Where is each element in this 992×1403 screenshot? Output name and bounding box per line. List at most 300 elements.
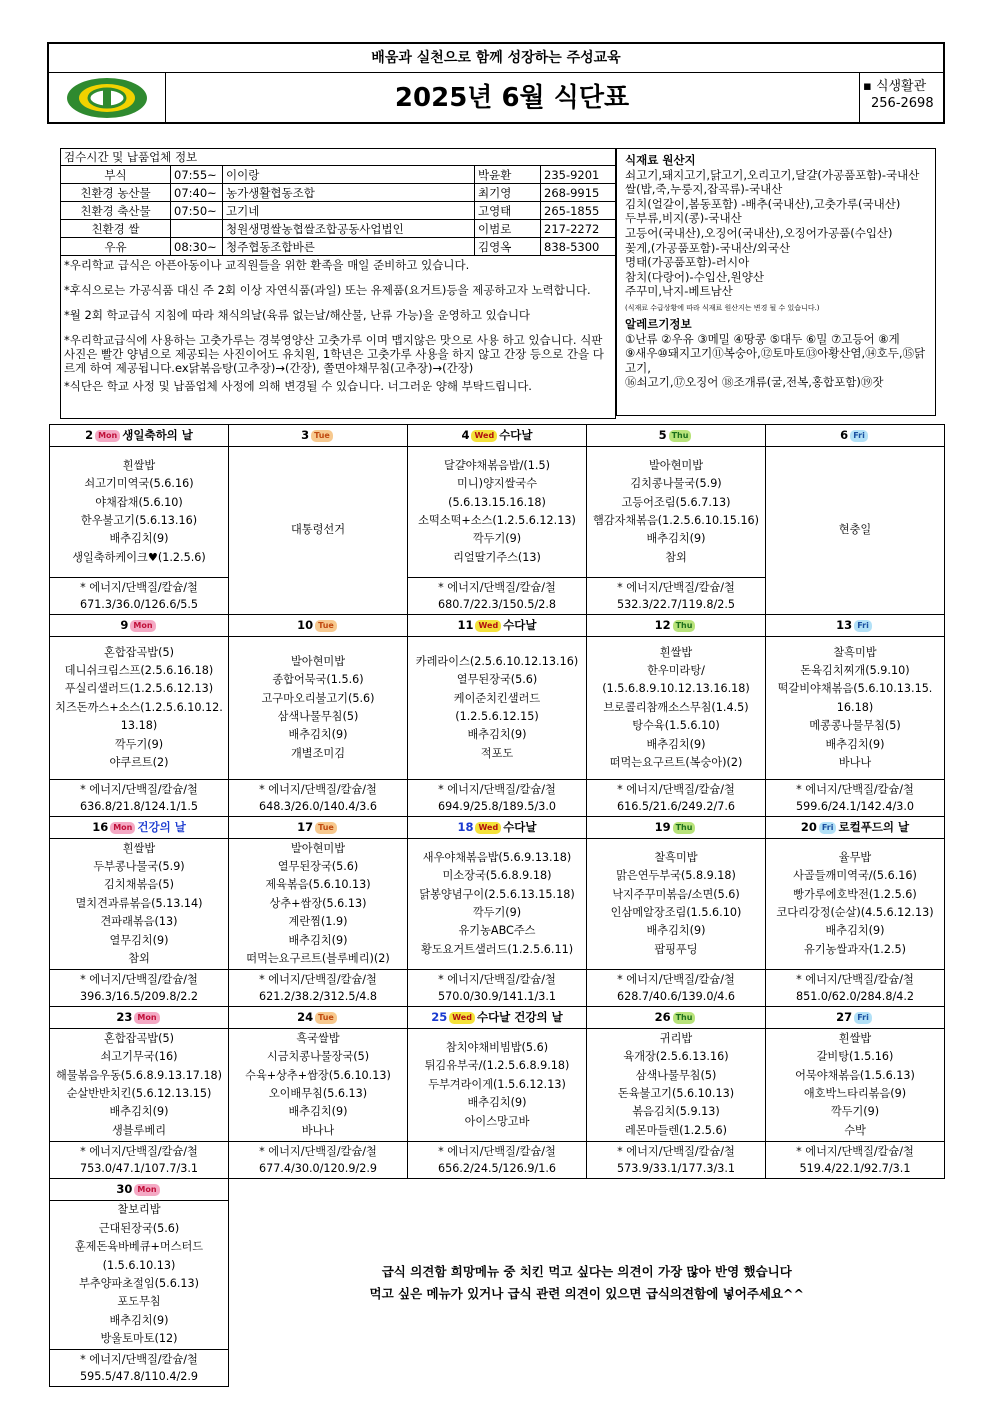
date-number: 19 xyxy=(654,820,671,835)
day-header xyxy=(587,615,766,637)
header-box xyxy=(47,42,945,124)
menu-item: 두부콩나물국(5.9) xyxy=(93,859,185,873)
delivery-time: 07:40~ xyxy=(171,184,223,202)
menu-item: 시금치콩나물장국(5) xyxy=(266,1050,370,1064)
date-number: 27 xyxy=(836,1010,853,1025)
vendor-phone: 268-9915 xyxy=(541,184,616,202)
menu-cell xyxy=(50,839,229,970)
nutrition-value: 573.9/33.1/177.3/3.1 xyxy=(616,1162,736,1175)
delivery-time: 08:30~ xyxy=(171,238,223,256)
menu-item: 애호박느타리볶음(9) xyxy=(803,1087,907,1100)
menu-item: 근대된장국(5.6) xyxy=(98,1221,180,1235)
note: *우리학교급식에 사용하는 고춧가루는 경북영양산 고춧가루 이며 맵지않은 맛으로 사용 하고 있습니다. 식판사진은 빨간 양념으로 제공되는 사진이어도 유치원, 1학년은 고춧가루 사용을 하지 않고 간장 등으로 간을 다르게 하여 제공됩니다.ex닭볶음탕(고추장)→(간장), 쫄면야채무침(고추장)→(간장) xyxy=(64,333,604,375)
menu-item: 수육+상추+쌈장(5.6.10.13) xyxy=(245,1068,391,1082)
menu-item: (1.5.6.10.13) xyxy=(102,1258,176,1272)
nutrition-value: 648.3/26.0/140.4/3.6 xyxy=(258,800,378,813)
vendor-category: 친환경 농산물 xyxy=(61,184,171,202)
date-number: 25 xyxy=(431,1010,448,1025)
delivery-time: 07:50~ xyxy=(171,202,223,220)
menu-item: 야쿠르트(2) xyxy=(109,756,169,770)
vendor-category: 친환경 축산물 xyxy=(61,202,171,220)
vendor-name: 고기네 xyxy=(223,202,475,220)
menu-item: 깍두기(9) xyxy=(472,906,522,919)
menu-item: 찰흑미밥 xyxy=(833,645,877,659)
nutrition-value: 570.0/30.9/141.1/3.1 xyxy=(437,990,557,1003)
menu-item: 제육볶음(5.6.10.13) xyxy=(265,878,371,892)
nutrition-label: * 에너지/단백질/칼슘/철 xyxy=(617,783,735,796)
nutrition-value: 694.9/25.8/189.5/3.0 xyxy=(437,800,557,813)
week-header-row xyxy=(50,817,945,839)
office-label: ▪ 식생활관 xyxy=(863,79,927,94)
nutrition-cell xyxy=(229,1142,408,1179)
weekday-badge-icon: Wed xyxy=(475,620,501,632)
vendor-phone: 217-2272 xyxy=(541,220,616,238)
vendor-row xyxy=(61,238,616,256)
day-header xyxy=(408,817,587,839)
menu-item: 수박 xyxy=(844,1123,866,1137)
menu-item: 떡갈비야채볶음(5.6.10.13.15. xyxy=(777,682,933,696)
menu-item: 야채잡채(5.6.10) xyxy=(95,495,183,509)
vendor-row xyxy=(61,220,616,238)
menu-item: 빵가루에호박전(1.2.5.6) xyxy=(793,887,917,901)
menu-item: 해물볶음우동(5.6.8.9.13.17.18) xyxy=(55,1068,223,1082)
menu-item: 탕수육(1.5.6.10) xyxy=(632,719,720,733)
nutrition-cell xyxy=(229,970,408,1007)
menu-item: (5.6.13.15.16.18) xyxy=(448,495,546,509)
vendor-row xyxy=(61,166,616,184)
nutrition-cell xyxy=(766,970,945,1007)
nutrition-value: 656.2/24.5/126.9/1.6 xyxy=(437,1162,557,1175)
menu-item: 낙지주꾸미볶음/소면(5.6) xyxy=(612,887,740,901)
week-nutrition-row xyxy=(50,1142,945,1179)
menu-item: 김치채볶음(5) xyxy=(104,878,174,892)
menu-item: 찰보리밥 xyxy=(117,1203,161,1217)
weekday-badge-icon: Wed xyxy=(449,1012,475,1024)
nutrition-label: * 에너지/단백질/칼슘/철 xyxy=(259,1145,377,1158)
date-number: 5 xyxy=(658,428,667,443)
nutrition-value: 680.7/22.3/150.5/2.8 xyxy=(437,598,557,611)
day-header xyxy=(766,425,945,447)
menu-item: 한우미라탕/ xyxy=(647,663,705,677)
nutrition-label: * 에너지/단백질/칼슘/철 xyxy=(80,1353,198,1366)
menu-item: 삼색나물무침(5) xyxy=(277,710,359,723)
day-theme: 수다날 xyxy=(503,820,537,835)
nutrition-cell xyxy=(50,1142,229,1179)
closing-message: 먹고 싶은 메뉴가 있거나 급식 관련 의견이 있으면 급식의견함에 넣어주세요^^ xyxy=(369,1285,804,1301)
menu-cell xyxy=(408,1029,587,1142)
closing-message-cell xyxy=(229,1179,945,1387)
nutrition-value: 671.3/36.0/126.6/5.5 xyxy=(79,598,199,611)
origin-line: 참치(다랑어)-수입산,원양산 xyxy=(625,269,764,284)
menu-item: 한우불고기(5.6.13.16) xyxy=(80,514,198,527)
contact-block xyxy=(863,78,934,112)
menu-item: 찰흑미밥 xyxy=(654,850,698,864)
menu-item: 생블루베리 xyxy=(111,1123,167,1137)
menu-item: 참외 xyxy=(665,550,687,564)
allergy-line: ①난류 ②우유 ③메밀 ④땅콩 ⑤대두 ⑥밀 ⑦고등어 ⑧게 xyxy=(625,331,900,346)
closing-message: 급식 의견함 희망메뉴 중 치킨 먹고 싶다는 의견이 가장 많아 반영 했습니다 xyxy=(381,1263,792,1279)
menu-item: 배추김치(9) xyxy=(467,728,527,742)
office-phone: 256-2698 xyxy=(871,96,934,111)
origin-line: 쌀(밥,죽,누룽지,잡곡류)-국내산 xyxy=(625,182,783,197)
day-theme: 생일축하의 날 xyxy=(122,428,193,443)
day-header xyxy=(50,1007,229,1029)
nutrition-value: 599.6/24.1/142.4/3.0 xyxy=(795,800,915,813)
allergy-line: ⑨새우⑩돼지고기⑪복숭아,⑫토마토⑬아황산염,⑭호두,⑮닭고기, xyxy=(625,346,926,375)
menu-cell xyxy=(408,637,587,780)
weekday-badge-icon: Thu xyxy=(673,822,696,834)
day-header xyxy=(766,817,945,839)
menu-item: 깍두기(9) xyxy=(830,1105,880,1119)
school-logo xyxy=(49,72,166,124)
nutrition-cell xyxy=(587,970,766,1007)
origin-line: 김치(얼갈이,봄동포함) -배추(국내산),고춧가루(국내산) xyxy=(625,196,901,211)
menu-cell xyxy=(587,447,766,578)
menu-item: 새우야채볶음밥(5.6.9.13.18) xyxy=(422,850,572,864)
date-number: 2 xyxy=(85,428,94,443)
nutrition-cell xyxy=(408,970,587,1007)
school-emblem-icon xyxy=(64,75,150,121)
date-number: 24 xyxy=(297,1010,314,1025)
nutrition-label: * 에너지/단백질/칼슘/철 xyxy=(617,1145,735,1158)
vendor-phone: 265-1855 xyxy=(541,202,616,220)
day-header xyxy=(50,425,229,447)
menu-cell xyxy=(229,839,408,970)
nutrition-cell xyxy=(766,1142,945,1179)
nutrition-label: * 에너지/단백질/칼슘/철 xyxy=(796,1145,914,1158)
day-header xyxy=(766,1007,945,1029)
menu-item: 코다리강정(순살)(4.5.6.12.13) xyxy=(776,906,934,919)
menu-item: 적포도 xyxy=(480,746,514,760)
weekday-badge-icon: Wed xyxy=(471,430,497,442)
menu-item: 미니)양지쌀국수 xyxy=(456,477,537,491)
nutrition-value: 519.4/22.1/92.7/3.1 xyxy=(799,1162,911,1175)
nutrition-cell xyxy=(50,578,229,615)
date-number: 9 xyxy=(120,618,129,633)
menu-item: 배추김치(9) xyxy=(646,737,706,751)
nutrition-cell xyxy=(50,1350,229,1387)
menu-item: 유기농ABC주스 xyxy=(458,924,536,938)
menu-item: 대통령선거 xyxy=(290,523,346,537)
vendor-row xyxy=(61,184,616,202)
date-number: 12 xyxy=(654,618,671,633)
week-menu-row xyxy=(50,1029,945,1142)
menu-item: 흰쌀밥 xyxy=(122,841,156,855)
menu-item: 메콩콩나물무침(5) xyxy=(809,719,901,733)
origin-line: 쇠고기,돼지고기,닭고기,오리고기,달걀(가공품포함)-국내산 xyxy=(625,167,920,182)
menu-cell xyxy=(50,447,229,578)
weekday-badge-icon: Mon xyxy=(134,1184,159,1196)
menu-item: 부추양파초절임(5.6.13) xyxy=(79,1277,199,1290)
nutrition-label: * 에너지/단백질/칼슘/철 xyxy=(438,973,556,986)
vendor-category: 친환경 쌀 xyxy=(61,220,171,238)
nutrition-label: * 에너지/단백질/칼슘/철 xyxy=(80,1145,198,1158)
day-header xyxy=(587,1007,766,1029)
delivery-time: 07:55~ xyxy=(171,166,223,184)
menu-cell xyxy=(50,637,229,780)
nutrition-cell xyxy=(587,780,766,817)
page-title: 2025년 6월 식단표 xyxy=(165,72,860,124)
vendor-name: 청원생명쌀농협쌀조합공동사업법인 xyxy=(223,220,475,238)
menu-item: 튀김유부국/(1.2.5.6.8.9.18) xyxy=(424,1059,570,1073)
menu-item: 깍두기(9) xyxy=(114,737,164,751)
origin-list xyxy=(625,168,927,299)
menu-item: 오이배무침(5.6.13) xyxy=(268,1087,368,1100)
menu-item: 배추김치(9) xyxy=(288,933,348,947)
allergy-list xyxy=(625,332,927,390)
menu-item: 햄감자채볶음(1.2.5.6.10.15.16) xyxy=(592,514,760,527)
date-number: 30 xyxy=(116,1182,133,1197)
nutrition-label: * 에너지/단백질/칼슘/철 xyxy=(438,581,556,594)
origin-line: 주꾸미,낙지-베트남산 xyxy=(625,284,733,299)
week-menu-row xyxy=(50,447,945,578)
nutrition-cell xyxy=(408,578,587,615)
origin-line: 명태(가공품포함)-러시아 xyxy=(625,255,750,270)
date-number: 11 xyxy=(457,618,474,633)
origin-box xyxy=(616,148,936,416)
day-header xyxy=(766,615,945,637)
week-menu-row xyxy=(50,637,945,780)
menu-item: 순살반반치킨(5.6.12.13.15) xyxy=(66,1087,212,1100)
contact-person: 박윤환 xyxy=(475,166,541,184)
nutrition-value: 677.4/30.0/120.9/2.9 xyxy=(258,1162,378,1175)
menu-cell xyxy=(408,447,587,578)
nutrition-cell xyxy=(408,1142,587,1179)
day-header xyxy=(229,817,408,839)
nutrition-label: * 에너지/단백질/칼슘/철 xyxy=(438,783,556,796)
menu-item: 훈제돈육바베큐+머스터드 xyxy=(74,1240,204,1254)
menu-item: 혼합잡곡밥(5) xyxy=(104,645,174,659)
note: *식단은 학교 사정 및 납품업체 사정에 의해 변경될 수 있습니다. 너그러운 양해 부탁드립니다. xyxy=(64,379,532,393)
date-number: 18 xyxy=(457,820,474,835)
contact-person: 고영태 xyxy=(475,202,541,220)
nutrition-label: * 에너지/단백질/칼슘/철 xyxy=(796,783,914,796)
origin-line: 두부류,비지(콩)-국내산 xyxy=(625,211,742,226)
menu-item: 데니쉬크림스프(2.5.6.16.18) xyxy=(64,663,214,677)
menu-item: 사골들깨미역국/(5.6.16) xyxy=(793,869,917,883)
menu-item: 아이스망고바 xyxy=(464,1114,530,1128)
week-nutrition-row xyxy=(50,780,945,817)
menu-item: 율무밥 xyxy=(838,850,872,864)
menu-item: 배추김치(9) xyxy=(825,737,885,751)
date-number: 6 xyxy=(840,428,849,443)
note: *월 2회 학교급식 지침에 따라 채식의날(육류 없는날/해산물, 난류 가능)을 운영하고 있습니다 xyxy=(64,308,531,322)
weekday-badge-icon: Tue xyxy=(315,1012,337,1024)
vendor-name: 농가생활협동조합 xyxy=(223,184,475,202)
menu-item: 인삼메알장조림(1.5.6.10) xyxy=(610,906,742,919)
day-header xyxy=(229,615,408,637)
menu-item: 치즈돈까스+소스(1.2.5.6.10.12. xyxy=(55,700,223,714)
menu-cell xyxy=(587,637,766,780)
menu-item: (1.5.6.8.9.10.12.13.16.18) xyxy=(602,682,750,696)
menu-item: 카레라이스(2.5.6.10.12.13.16) xyxy=(415,654,579,668)
origin-line: 꽃게,(가공품포함)-국내산/외국산 xyxy=(625,240,791,255)
menu-item: 돈육불고기(5.6.10.13) xyxy=(617,1087,735,1100)
menu-item: 상추+쌈장(5.6.13) xyxy=(269,896,367,910)
menu-item: 맑은연두부국(5.8.9.18) xyxy=(616,869,736,883)
menu-item: 바나나 xyxy=(838,756,872,770)
date-number: 20 xyxy=(800,820,817,835)
menu-item: 발아현미밥 xyxy=(290,841,346,855)
day-theme: 수다날 건강의 날 xyxy=(476,1010,563,1025)
date-number: 10 xyxy=(297,618,314,633)
day-header xyxy=(50,1179,229,1201)
inspection-caption: 검수시간 및 납품업체 정보 xyxy=(60,148,616,165)
vendor-category: 우유 xyxy=(61,238,171,256)
weekday-badge-icon: Fri xyxy=(854,1012,872,1024)
week-header-row xyxy=(50,1179,945,1201)
menu-item: 배추김치(9) xyxy=(288,728,348,742)
menu-item: 방울토마토(12) xyxy=(100,1332,178,1346)
weekday-badge-icon: Tue xyxy=(315,620,337,632)
date-number: 3 xyxy=(301,428,310,443)
day-header xyxy=(408,1007,587,1029)
menu-item: 흰쌀밥 xyxy=(122,458,156,472)
day-theme: 수다날 xyxy=(499,428,533,443)
vendor-category: 부식 xyxy=(61,166,171,184)
nutrition-value: 621.2/38.2/312.5/4.8 xyxy=(258,990,378,1003)
menu-item: 흰쌀밥 xyxy=(659,645,693,659)
weekday-badge-icon: Fri xyxy=(854,620,872,632)
date-number: 17 xyxy=(297,820,314,835)
menu-cell xyxy=(229,637,408,780)
nutrition-cell xyxy=(587,1142,766,1179)
note: *후식으로는 가공식품 대신 주 2회 이상 자연식품(과일) 또는 유제품(요거트)등을 제공하고자 노력합니다. xyxy=(64,283,591,297)
menu-cell xyxy=(587,1029,766,1142)
vendor-phone: 235-9201 xyxy=(541,166,616,184)
menu-item: 육개장(2.5.6.13.16) xyxy=(623,1050,729,1064)
menu-cell xyxy=(408,839,587,970)
nutrition-cell xyxy=(766,780,945,817)
menu-item: 견파래볶음(13) xyxy=(100,915,178,929)
nutrition-cell xyxy=(587,578,766,615)
nutrition-value: 851.0/62.0/284.8/4.2 xyxy=(795,990,915,1003)
nutrition-value: 595.5/47.8/110.4/2.9 xyxy=(79,1370,199,1383)
menu-item: 흰쌀밥 xyxy=(838,1031,872,1045)
allergy-line: ⑯쇠고기,⑰오징어 ⑱조개류(굴,전복,홍합포함)⑲잣 xyxy=(625,375,884,390)
menu-item: 생일축하케이크♥(1.2.5.6) xyxy=(72,550,206,564)
day-header xyxy=(587,817,766,839)
day-header xyxy=(229,1007,408,1029)
origin-line: 고등어(국내산),오징어(국내산),오징어가공품(수입산) xyxy=(625,225,893,240)
vendor-name: 이이랑 xyxy=(223,166,475,184)
weekday-badge-icon: Fri xyxy=(819,822,837,834)
nutrition-cell xyxy=(50,780,229,817)
menu-item: 어묵야채볶음(1.5.6.13) xyxy=(795,1068,915,1082)
menu-item: 돈육김치찌개(5.9.10) xyxy=(800,663,910,677)
menu-item: 갈비탕(1.5.16) xyxy=(816,1050,894,1064)
nutrition-value: 396.3/16.5/209.8/2.2 xyxy=(79,990,199,1003)
menu-cell xyxy=(50,1029,229,1142)
menu-item: 발아현미밥 xyxy=(648,458,704,472)
menu-item: 열무김치(9) xyxy=(109,933,169,947)
menu-item: 케이준치킨샐러드 xyxy=(453,691,541,705)
menu-item: 흑국쌀밥 xyxy=(296,1031,340,1045)
weekday-badge-icon: Fri xyxy=(850,430,868,442)
menu-item: 계란찜(1.9) xyxy=(288,915,348,929)
menu-item: 소떡소떡+소스(1.2.5.6.12.13) xyxy=(418,514,576,527)
nutrition-label: * 에너지/단백질/칼슘/철 xyxy=(80,581,198,594)
nutrition-value: 616.5/21.6/249.2/7.6 xyxy=(616,800,736,813)
week-nutrition-row xyxy=(50,970,945,1007)
vendor-name: 청주협동조합바른 xyxy=(223,238,475,256)
day-header xyxy=(50,615,229,637)
menu-cell xyxy=(766,1029,945,1142)
menu-item: 13.18) xyxy=(120,719,158,733)
week-menu-row xyxy=(50,839,945,970)
menu-item: 두부겨라이게(1.5.6.12.13) xyxy=(428,1077,566,1091)
delivery-time xyxy=(171,220,223,238)
day-header xyxy=(408,425,587,447)
menu-item: 바나나 xyxy=(301,1123,335,1137)
weekday-badge-icon: Thu xyxy=(669,430,692,442)
menu-item: 개별조미김 xyxy=(290,746,346,760)
menu-item: 포도무침 xyxy=(117,1295,161,1309)
nutrition-cell xyxy=(408,780,587,817)
inspection-info xyxy=(60,148,616,416)
menu-item: 떠먹는요구르트(복숭아)(2) xyxy=(609,756,743,770)
weekday-badge-icon: Mon xyxy=(130,620,155,632)
menu-item: 열무된장국(5.6) xyxy=(277,859,359,873)
menu-cell xyxy=(766,839,945,970)
menu-item: 황도요거트샐러드(1.2.5.6.11) xyxy=(420,942,574,956)
menu-item: 참외 xyxy=(128,952,150,966)
allergy-title: 알레르기정보 xyxy=(625,316,692,331)
vendor-phone: 838-5300 xyxy=(541,238,616,256)
contact-person: 김영옥 xyxy=(475,238,541,256)
nutrition-value: 636.8/21.8/124.1/1.5 xyxy=(79,800,199,813)
menu-item: 쇠고기미역국(5.6.16) xyxy=(84,477,194,491)
nutrition-value: 532.3/22.7/119.8/2.5 xyxy=(616,598,736,611)
day-header xyxy=(587,425,766,447)
contact-person: 최기영 xyxy=(475,184,541,202)
menu-item: 배추김치(9) xyxy=(467,1096,527,1110)
menu-item: 멸치견과류볶음(5.13.14) xyxy=(75,896,203,910)
menu-item: 발아현미밥 xyxy=(290,654,346,668)
nutrition-label: * 에너지/단백질/칼슘/철 xyxy=(259,783,377,796)
menu-item: 떠먹는요구르트(블루베리)(2) xyxy=(246,952,390,966)
menu-item: 미소장국(5.6.8.9.18) xyxy=(442,869,552,883)
menu-item: 삼색나물무침(5) xyxy=(635,1068,717,1082)
menu-item: 혼합잡곡밥(5) xyxy=(104,1031,174,1045)
weekday-badge-icon: Wed xyxy=(475,822,501,834)
menu-item: 김치콩나물국(5.9) xyxy=(630,477,722,491)
menu-item: 16.18) xyxy=(836,700,874,714)
menu-cell xyxy=(229,447,408,615)
weekday-badge-icon: Tue xyxy=(311,430,333,442)
menu-item: 리얼딸기주스(13) xyxy=(453,550,541,564)
nutrition-value: 753.0/47.1/107.7/3.1 xyxy=(79,1162,199,1175)
nutrition-label: * 에너지/단백질/칼슘/철 xyxy=(259,973,377,986)
date-number: 13 xyxy=(836,618,853,633)
notes-box xyxy=(60,256,616,419)
menu-item: 고등어조림(5.6.7.13) xyxy=(621,495,731,509)
menu-item: 종합어묵국(1.5.6) xyxy=(272,673,364,687)
nutrition-label: * 에너지/단백질/칼슘/철 xyxy=(438,1145,556,1158)
weekday-badge-icon: Tue xyxy=(315,822,337,834)
menu-item: 배추김치(9) xyxy=(646,532,706,546)
menu-item: 쇠고기무국(16) xyxy=(100,1050,178,1064)
origin-footnote: (식재료 수급상황에 따라 식재료 원산지는 변경 될 수 있습니다.) xyxy=(625,303,820,312)
nutrition-label: * 에너지/단백질/칼슘/철 xyxy=(796,973,914,986)
menu-item: 고구마오리불고기(5.6) xyxy=(261,691,375,705)
menu-item: 배추김치(9) xyxy=(288,1105,348,1119)
weekday-badge-icon: Mon xyxy=(95,430,120,442)
week-header-row xyxy=(50,1007,945,1029)
menu-calendar xyxy=(49,424,945,1387)
day-theme: 수다날 xyxy=(503,618,537,633)
menu-item: 푸실리샐러드(1.2.5.6.12.13) xyxy=(64,682,214,696)
